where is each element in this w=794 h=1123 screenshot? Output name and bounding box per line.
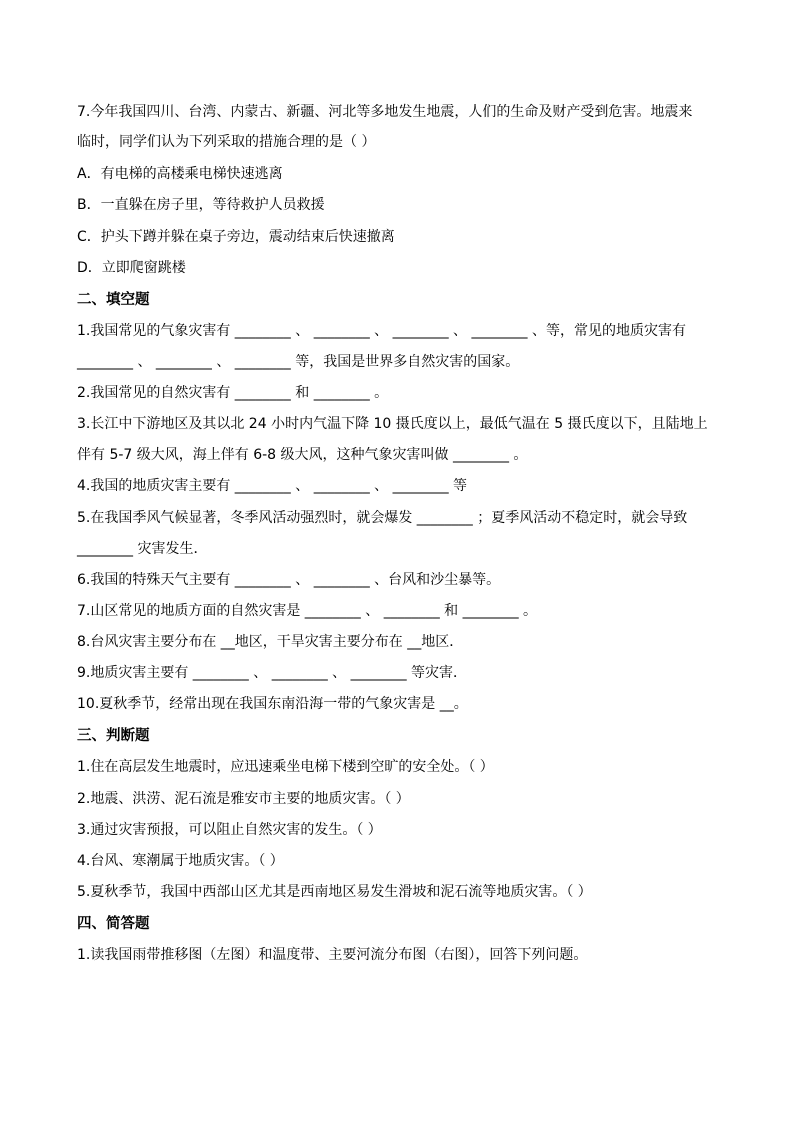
q7-option-c: C．护头下蹲并躲在桌子旁边，震动结束后快速撤离: [77, 229, 395, 245]
fill-in-line-9: 6.我国的特殊天气主要有 ________ 、 ________ 、台风和沙尘暴等。: [77, 572, 501, 588]
fill-in-line-8: ________ 灾害发生．: [77, 541, 208, 557]
judgment-line-2: 2.地震、洪涝、泥石流是雅安市主要的地质灾害。（ ）: [77, 791, 410, 807]
judgment-line-1: 1.住在高层发生地震时，应迅速乘坐电梯下楼到空旷的安全处。（ ）: [77, 759, 494, 775]
judgment-line-4: 4.台风、寒潮属于地质灾害。（ ）: [77, 853, 284, 869]
judgment-line-3: 3.通过灾害预报，可以阻止自然灾害的发生。（ ）: [77, 822, 382, 838]
fill-in-line-4: 3.长江中下游地区及其以北 24 小时内气温下降 10 摄氏度以上，最低气温在 5 摄氏度以下，且陆地上: [77, 416, 708, 432]
fill-in-line-3: 2.我国常见的自然灾害有 ________ 和 ________ 。: [77, 385, 389, 401]
q7-stem-line-1: 7.今年我国四川、台湾、内蒙古、新疆、河北等多地发生地震，人们的生命及财产受到危害。地震来: [77, 104, 693, 120]
fill-in-line-5: 伴有 5-7 级大风，海上伴有 6-8 级大风，这种气象灾害叫做 ________ 。: [77, 447, 528, 463]
section-heading-judgment: 三、判断题: [77, 728, 150, 744]
fill-in-line-10: 7.山区常见的地质方面的自然灾害是 ________ 、 ________ 和 ________ 。: [77, 603, 538, 619]
q7-stem-line-2: 临时，同学们认为下列采取的措施合理的是（ ）: [77, 134, 376, 150]
fill-in-line-11: 8.台风灾害主要分布在 __地区，干旱灾害主要分布在 __地区．: [77, 634, 464, 650]
short-answer-line-1: 1.读我国雨带推移图（左图）和温度带、主要河流分布图（右图），回答下列问题。: [77, 947, 588, 963]
q7-option-a: A．有电梯的高楼乘电梯快速逃离: [77, 166, 283, 182]
section-heading-fill-in: 二、填空题: [77, 292, 150, 308]
fill-in-line-6: 4.我国的地质灾害主要有 ________ 、 ________ 、 ________ 等: [77, 478, 468, 494]
q7-option-b: B．一直躲在房子里，等待救护人员救援: [77, 197, 325, 213]
judgment-line-5: 5.夏秋季节，我国中西部山区尤其是西南地区易发生滑坡和泥石流等地质灾害。（ ）: [77, 884, 592, 900]
fill-in-line-7: 5.在我国季风气候显著，冬季风活动强烈时，就会爆发 ________ ；夏季风活动不稳定时，就会导致: [77, 510, 688, 526]
q7-option-d: D．立即爬窗跳楼: [77, 260, 186, 276]
section-heading-short-answer: 四、简答题: [77, 916, 150, 932]
fill-in-line-12: 9.地质灾害主要有 ________ 、 ________ 、 ________ 等灾害．: [77, 665, 468, 681]
fill-in-line-13: 10.夏秋季节，经常出现在我国东南沿海一带的气象灾害是 __。: [77, 696, 468, 712]
fill-in-line-1: 1.我国常见的气象灾害有 ________ 、 ________ 、 ________ 、 ________ 、等，常见的地质灾害有: [77, 323, 686, 339]
fill-in-line-2: ________ 、 ________ 、 ________ 等，我国是世界多自然灾害的国家。: [77, 354, 520, 370]
